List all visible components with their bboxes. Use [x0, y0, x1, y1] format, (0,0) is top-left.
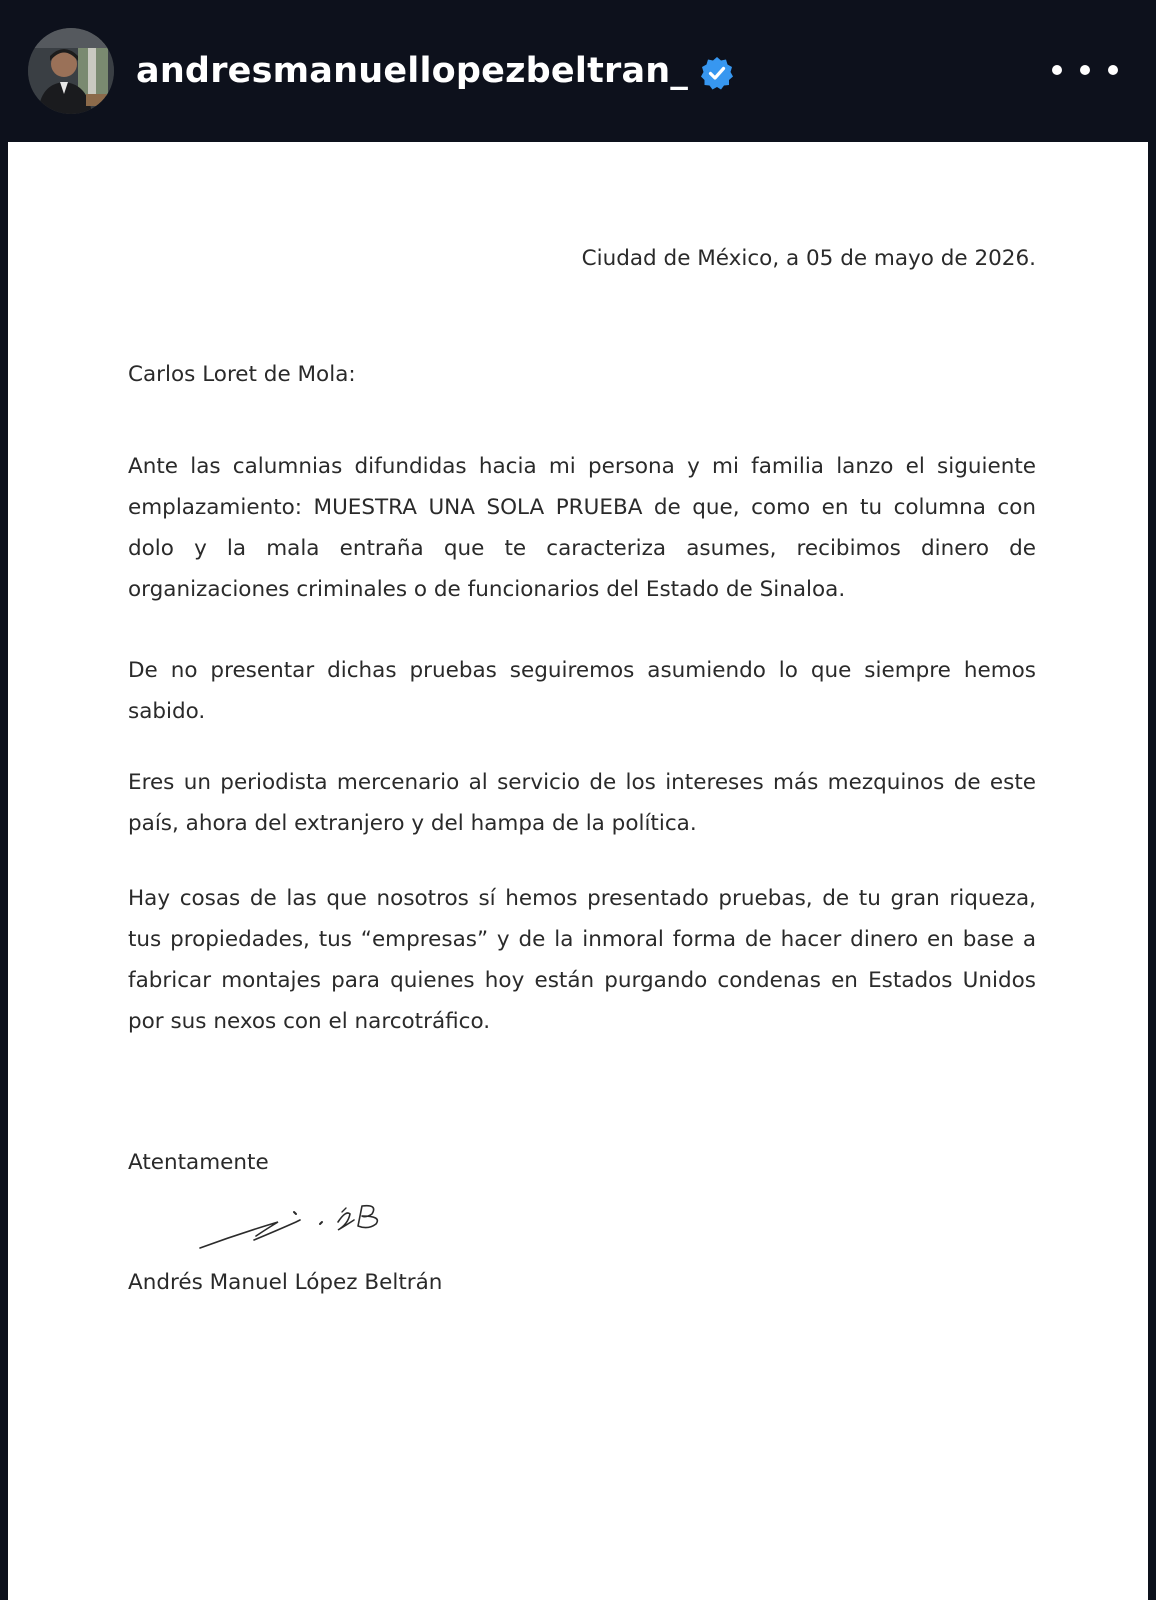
letter-paragraph: Eres un periodista mercenario al servicio de los intereses más mezquinos de este país, ahora del extranjero y del hampa de la política. — [128, 770, 1036, 836]
letter-signer: Andrés Manuel López Beltrán — [128, 1270, 443, 1295]
letter-paragraph: Hay cosas de las que nosotros sí hemos presentado pruebas, de tu gran riqueza, tus propiedades, tus “empresas” y de la inmoral forma de hacer dinero en base a fabricar montajes para quienes hoy están purgando condenas en Estados Unidos por sus nexos con el narcotráfico. — [128, 886, 1036, 1034]
verified-badge-icon — [700, 56, 734, 90]
avatar-photo — [28, 28, 114, 114]
letter-paragraph: Ante las calumnias difundidas hacia mi persona y mi familia lanzo el siguiente emplazamiento: MUESTRA UNA SOLA PRUEBA de que, como en tu columna con dolo y la mala entraña que te caracteriza asumes, recibimos dinero de organizaciones criminales o de funcionarios del Estado de Sinaloa. — [128, 454, 1036, 602]
letter-paragraph: De no presentar dichas pruebas seguiremos asumiendo lo que siempre hemos sabido. — [128, 658, 1036, 724]
letter-closing: Atentamente — [128, 1150, 269, 1175]
handwritten-signature — [198, 1200, 408, 1260]
username[interactable]: andresmanuellopezbeltran_ — [136, 51, 689, 91]
letter-salutation: Carlos Loret de Mola: — [128, 362, 356, 387]
post-header — [0, 0, 1156, 142]
letter-document — [8, 142, 1148, 1600]
more-options-icon[interactable] — [1048, 52, 1122, 88]
dot-icon — [1080, 65, 1090, 75]
letter-date: Ciudad de México, a 05 de mayo de 2026. — [581, 246, 1036, 271]
dot-icon — [1052, 65, 1062, 75]
profile-avatar[interactable] — [28, 28, 114, 114]
dot-icon — [1108, 65, 1118, 75]
